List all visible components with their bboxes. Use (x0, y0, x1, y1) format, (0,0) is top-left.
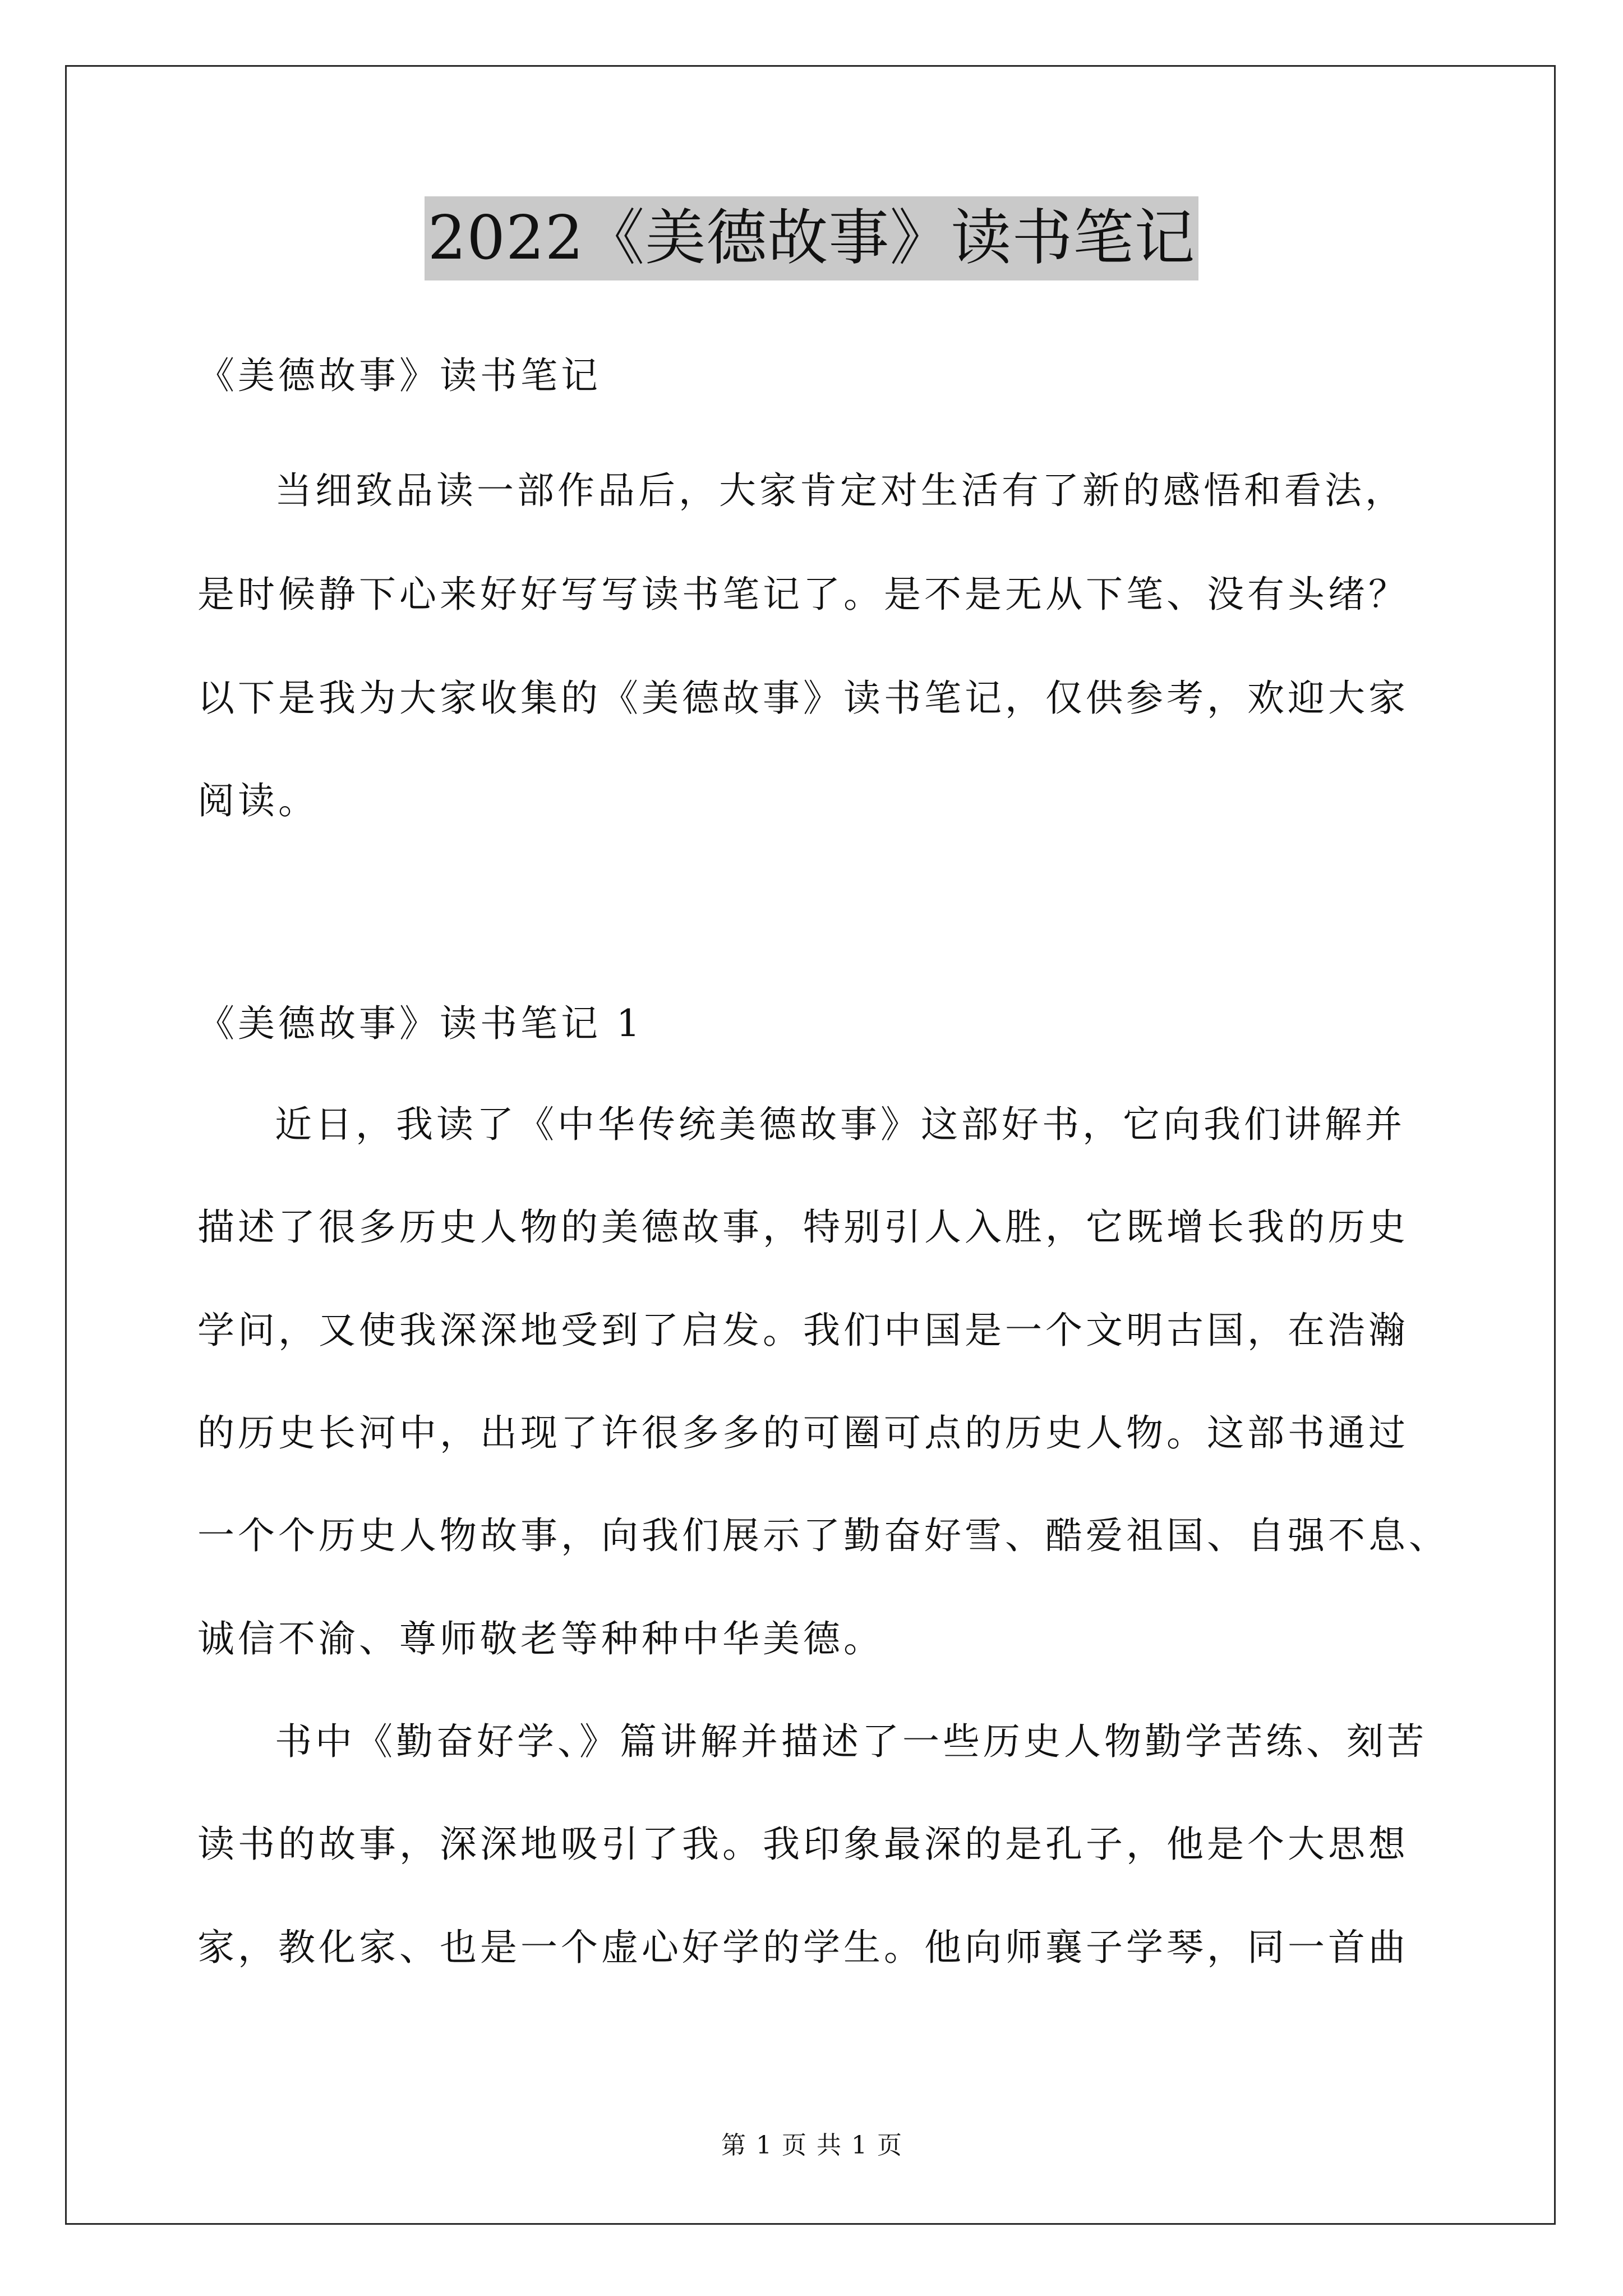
section-heading-1: 《美德故事》读书笔记 1 (197, 1002, 643, 1045)
paragraph-line: 是时候静下心来好好写写读书笔记了。是不是无从下笔、没有头绪？ (197, 573, 1409, 616)
paragraph-line: 的历史长河中，出现了许很多多的可圈可点的历史人物。这部书通过 (197, 1411, 1409, 1455)
paragraph-line: 一个个历史人物故事，向我们展示了勤奋好雪、酷爱祖国、自强不息、 (197, 1514, 1449, 1557)
paragraph-line: 当细致品读一部作品后，大家肯定对生活有了新的感悟和看法， (275, 469, 1405, 512)
paragraph-line: 学问，又使我深深地受到了启发。我们中国是一个文明古国，在浩瀚 (197, 1309, 1409, 1352)
paragraph-line: 诚信不渝、尊师敬老等种种中华美德。 (197, 1617, 884, 1660)
page-footer: 第 1 页 共 1 页 (721, 2131, 902, 2160)
paragraph-line: 近日，我读了《中华传统美德故事》这部好书，它向我们讲解并 (275, 1103, 1405, 1146)
paragraph-line: 书中《勤奋好学、》篇讲解并描述了一些历史人物勤学苦练、刻苦 (275, 1720, 1427, 1763)
section-heading-intro: 《美德故事》读书笔记 (197, 354, 601, 397)
paragraph-line: 阅读。 (197, 779, 319, 822)
paragraph-line: 读书的故事，深深地吸引了我。我印象最深的是孔子，他是个大思想 (197, 1823, 1409, 1866)
document-title: 2022《美德故事》读书笔记 (425, 196, 1199, 280)
title-container (0, 196, 1623, 280)
paragraph-line: 以下是我为大家收集的《美德故事》读书笔记，仅供参考，欢迎大家 (197, 677, 1409, 720)
paragraph-line: 描述了很多历史人物的美德故事，特别引人入胜，它既增长我的历史 (197, 1205, 1409, 1249)
paragraph-line: 家，教化家、也是一个虚心好学的学生。他向师襄子学琴，同一首曲 (197, 1926, 1409, 1969)
